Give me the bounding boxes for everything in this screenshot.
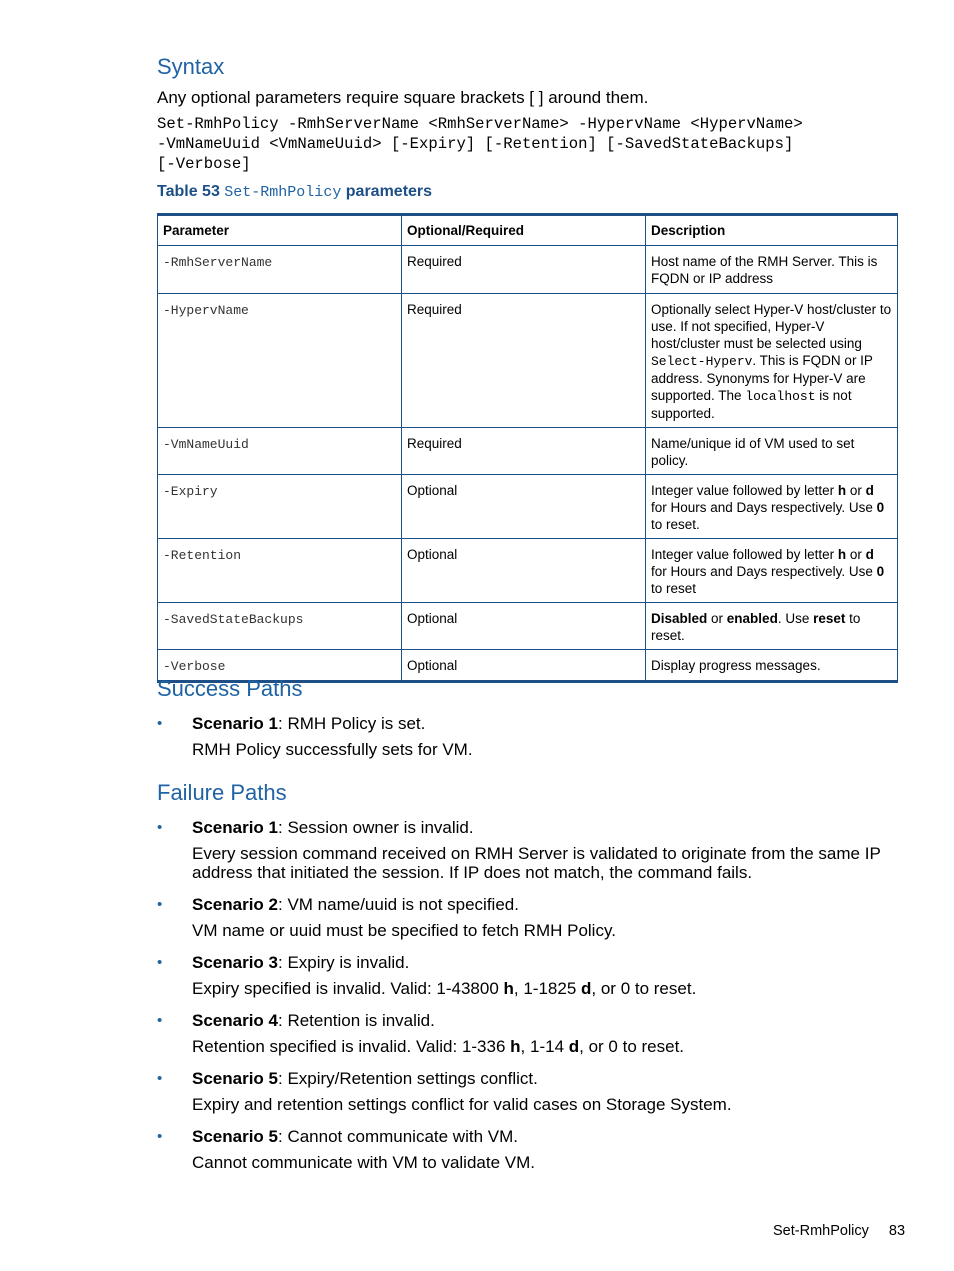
bullet-icon: • xyxy=(157,954,163,971)
bold-text: 0 xyxy=(876,500,885,515)
syntax-line: Set-RmhPolicy -RmhServerName <RmhServerName> -HypervName <HypervName> xyxy=(157,115,803,133)
param-cell: -HypervName xyxy=(158,294,402,428)
scenario-detail: Expiry and retention settings conflict for valid cases on Storage System. xyxy=(192,1095,732,1114)
syntax-heading: Syntax xyxy=(157,54,225,79)
param-cell: -VmNameUuid xyxy=(158,428,402,475)
success-paths-list xyxy=(157,714,897,759)
table-caption-label: Table 53 xyxy=(157,183,220,200)
table-row xyxy=(158,539,898,603)
required-cell: Required xyxy=(402,428,646,475)
scenario-title: : Expiry is invalid. xyxy=(278,953,410,972)
description-text: or xyxy=(707,611,727,626)
detail-text: Retention specified is invalid. Valid: 1-336 xyxy=(192,1037,511,1056)
syntax-code-block xyxy=(157,114,803,174)
required-cell: Optional xyxy=(402,539,646,603)
bullet-icon: • xyxy=(157,896,163,913)
table-header-row xyxy=(158,215,898,246)
bold-text: Disabled xyxy=(651,611,708,626)
failure-paths-list xyxy=(157,818,897,1172)
required-cell: Required xyxy=(402,294,646,428)
scenario-title: : Expiry/Retention settings conflict. xyxy=(278,1069,538,1088)
table-row xyxy=(158,294,898,428)
table-caption xyxy=(157,183,432,201)
description-cell xyxy=(646,294,898,428)
scenario-label: Scenario 5 xyxy=(192,1127,278,1146)
list-item xyxy=(157,1127,897,1172)
bullet-icon: • xyxy=(157,819,163,836)
description-cell: Host name of the RMH Server. This is FQDN or IP address xyxy=(646,246,898,294)
column-header-description: Description xyxy=(646,215,898,246)
scenario-label: Scenario 3 xyxy=(192,953,278,972)
table-row xyxy=(158,475,898,539)
table-row xyxy=(158,428,898,475)
scenario-detail xyxy=(192,1037,897,1056)
description-text: Optionally select Hyper-V host/cluster to use. If not specified, Hyper-V host/cluster must be selected using xyxy=(651,302,892,351)
description-text: to reset. xyxy=(651,611,861,643)
param-cell: -Expiry xyxy=(158,475,402,539)
list-item xyxy=(157,953,897,998)
param-cell: -Retention xyxy=(158,539,402,603)
table-caption-code: Set-RmhPolicy xyxy=(224,184,342,201)
description-cell: Display progress messages. xyxy=(646,650,898,682)
list-item xyxy=(157,895,897,940)
bold-text: d xyxy=(865,483,874,498)
bold-text: enabled xyxy=(726,611,778,626)
parameters-table xyxy=(157,213,898,683)
scenario-detail: Cannot communicate with VM to validate VM. xyxy=(192,1153,535,1172)
required-cell: Optional xyxy=(402,650,646,682)
scenario-title: : Session owner is invalid. xyxy=(278,818,474,837)
bold-text: h xyxy=(510,1037,521,1056)
required-cell: Required xyxy=(402,246,646,294)
scenario-title: : Cannot communicate with VM. xyxy=(278,1127,518,1146)
detail-text: , 1-1825 xyxy=(513,979,582,998)
description-cell xyxy=(646,475,898,539)
bullet-icon: • xyxy=(157,1128,163,1145)
scenario-title: : VM name/uuid is not specified. xyxy=(278,895,519,914)
footer-title: Set-RmhPolicy xyxy=(773,1223,869,1239)
scenario-detail: VM name or uuid must be specified to fetch RMH Policy. xyxy=(192,921,616,940)
description-text: . Use xyxy=(777,611,814,626)
column-header-optional-required: Optional/Required xyxy=(402,215,646,246)
scenario-title: : RMH Policy is set. xyxy=(278,714,426,733)
list-item xyxy=(157,818,897,882)
table-caption-suffix: parameters xyxy=(345,183,433,200)
bold-text: h xyxy=(837,483,847,498)
table-row xyxy=(158,603,898,650)
scenario-label: Scenario 4 xyxy=(192,1011,278,1030)
bullet-icon: • xyxy=(157,1012,163,1029)
bold-text: reset xyxy=(813,611,846,626)
param-cell: -RmhServerName xyxy=(158,246,402,294)
bold-text: d xyxy=(865,547,874,562)
description-text: for Hours and Days respectively. Use xyxy=(651,500,877,515)
scenario-detail: RMH Policy successfully sets for VM. xyxy=(192,740,473,759)
description-cell: Name/unique id of VM used to set policy. xyxy=(646,428,898,475)
description-text: is not supported. xyxy=(651,388,852,421)
detail-text: , or 0 to reset. xyxy=(591,979,697,998)
description-text: Integer value followed by letter xyxy=(651,483,838,498)
page-number: 83 xyxy=(888,1223,906,1239)
description-text: to reset xyxy=(651,581,697,596)
bold-text: h xyxy=(503,979,514,998)
required-cell: Optional xyxy=(402,475,646,539)
description-text: . This is FQDN or IP address. Synonyms for Hyper-V are supported. The xyxy=(651,353,873,403)
detail-text: , or 0 to reset. xyxy=(579,1037,685,1056)
success-paths-heading: Success Paths xyxy=(157,676,303,701)
table-row xyxy=(158,246,898,294)
bullet-icon: • xyxy=(157,715,163,732)
param-cell: -SavedStateBackups xyxy=(158,603,402,650)
detail-text: Expiry specified is invalid. Valid: 1-43800 xyxy=(192,979,504,998)
list-item xyxy=(157,1069,897,1114)
description-text: to reset. xyxy=(651,517,700,532)
column-header-parameter: Parameter xyxy=(158,215,402,246)
page-footer xyxy=(773,1223,905,1239)
syntax-line: -VmNameUuid <VmNameUuid> [-Expiry] [-Retention] [-SavedStateBackups] xyxy=(157,135,794,153)
scenario-label: Scenario 2 xyxy=(192,895,278,914)
list-item xyxy=(157,1011,897,1056)
list-item xyxy=(157,714,897,759)
scenario-detail xyxy=(192,979,897,998)
inline-code: localhost xyxy=(745,389,816,404)
detail-text: , 1-14 xyxy=(520,1037,569,1056)
bold-text: d xyxy=(568,1037,580,1056)
description-text: for Hours and Days respectively. Use xyxy=(651,564,877,579)
bold-text: h xyxy=(837,547,847,562)
inline-code: Select-Hyperv xyxy=(651,354,753,369)
scenario-label: Scenario 1 xyxy=(192,714,278,733)
bullet-icon: • xyxy=(157,1070,163,1087)
description-text: Integer value followed by letter xyxy=(651,547,838,562)
syntax-intro: Any optional parameters require square brackets [ ] around them. xyxy=(157,88,649,107)
required-cell: Optional xyxy=(402,603,646,650)
param-cell: -Verbose xyxy=(158,650,402,682)
bold-text: 0 xyxy=(876,564,885,579)
description-cell xyxy=(646,603,898,650)
bold-text: d xyxy=(581,979,592,998)
scenario-label: Scenario 1 xyxy=(192,818,278,837)
syntax-line: [-Verbose] xyxy=(157,155,251,173)
description-cell xyxy=(646,539,898,603)
description-text: or xyxy=(846,483,866,498)
scenario-detail: Every session command received on RMH Server is validated to originate from the same IP address that initiated the session. If IP does not match, the command fails. xyxy=(192,844,881,882)
description-text: or xyxy=(846,547,866,562)
scenario-title: : Retention is invalid. xyxy=(278,1011,435,1030)
scenario-label: Scenario 5 xyxy=(192,1069,278,1088)
failure-paths-heading: Failure Paths xyxy=(157,780,287,805)
